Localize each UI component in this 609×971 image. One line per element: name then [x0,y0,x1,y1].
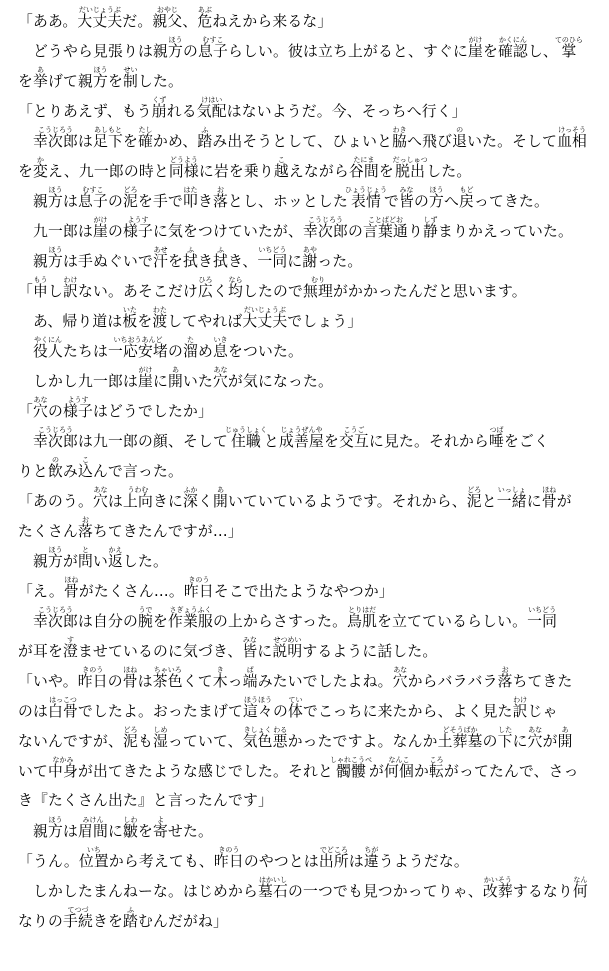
text-line: りと飲のみ込こんで言った。 [18,456,183,480]
text-line: 幸次郎こうじろうは足下あしもとを確たしかめ、踏ふみ出そうとして、ひょいと脇わきへ飛び退のいた。そして血相けっそう [33,126,588,150]
text-line: しかしたまんねーな。はじめから墓石はかいしの一つでも見つかってりゃ、改葬かいそうするなり何なん [18,876,588,900]
text-line: を変かえ、九一郎の時と同様どうように岩を乗り越こえながら谷間たにまを脱出だっしゅつした。 [18,156,472,180]
text-line: 「え。骨ほねがたくさん…。昨日きのうそこで出たようなやつか」 [18,576,394,600]
text-line: が耳を澄すませているのに気づき、皆みなに説明せつめいするように話した。 [18,636,438,660]
text-line: あ、帰り道は板いたを渡わたしてやれば大丈夫だいじょうぶでしょう」 [18,306,363,330]
text-line: たくさん落おちてきたんですが…」 [18,516,243,540]
text-line: 親方ほうは手ぬぐいで汗あせを拭ふき拭ふき、一同いちどうに謝あやった。 [18,246,363,270]
text-line: を挙あげて親方ほうを制せいした。 [18,66,183,90]
text-line: なりの手続てつづきを踏ふむんだがね」 [18,906,228,930]
text-line: 「あのう。穴あなは上向うわむきに深ふかく開あいていているようです。それから、泥どろと一緒いっしょに骨ほねが [18,486,572,510]
text-line: 親方ほうが問とい返かえした。 [18,546,168,570]
text-line: のは白骨はっこつでしたよ。おったまげて這々ほうほうの体ていでこっちに来たから、よく見た訳わけじゃ [18,696,558,720]
text-line: ないんですが、泥どろも湿しめっていて、気色きしょく悪わるかったですよ。なんか土葬墓どそうばかの下したに穴あなが開あ [18,726,573,750]
text-line: 「穴あなの様子ようすはどうでしたか」 [18,396,213,420]
text-line: 親方ほうは眉間みけんに皺しわを寄よせた。 [18,816,213,840]
text-line: どうやら見張りは親方ほうの息子むすこらしい。彼は立ち上がると、すぐに崖がけを確認かくにんし、掌てのひら [18,36,583,60]
text-line: 「ああ。大丈夫だいじょうぶだ。親父おやじ、危あぶねえから来るな」 [18,6,333,30]
text-line: 「うん。位置いちから考えても、昨日きのうのやつとは出所でどころは違ちがうようだな。 [18,846,469,870]
text-line: 幸次郎こうじろうは自分の腕うでを作業服さぎょうふくの上からさすった。鳥肌とりはだを立てているらしい。一同いちどう [33,606,558,630]
text-line: 九一郎は崖がけの様子ようすに気をつけていたが、幸次郎こうじろうの言葉通ことばどおり静しずまりかえっていた。 [18,216,573,240]
text-line: 「とりあえず、もう崩くずれる気配けはいはないようだ。今、そっちへ行く」 [18,96,467,120]
text-line: き『たくさん出た』と言ったんです」 [18,792,273,809]
text-line: 「いや。昨日きのうの骨ほねは茶色ちゃいろくて木きっ端ぱみたいでしたよね。穴あなからバラバラ落おちてきた [18,666,573,690]
text-line: しかし九一郎は崖がけに開あいた穴あなが気になった。 [18,366,333,390]
text-line: いて中身なかみが出てきたような感じでした。それと髑髏しゃれこうべが何個なんこか転ころがってたんで、さっ [18,756,579,780]
text-line: 「申もうし訳わけない。あそこだけ広ひろく均ならしたので無理むりがかかったんだと思います。 [18,276,527,300]
text-line: 役人やくにんたちは一応安堵いちおうあんどの溜ため息いきをついた。 [33,336,303,360]
text-line: 親方ほうは息子むすこの泥どろを手で叩はたき落おとし、ホッとした表情ひょうじょうで皆みなの方ほうへ戻もどってきた。 [18,186,549,210]
text-line: 幸次郎こうじろうは九一郎の顔、そして住職じゅうしょくと成善屋じょうぜんやを交互こうごに見た。それから唾つばをごく [33,426,549,450]
